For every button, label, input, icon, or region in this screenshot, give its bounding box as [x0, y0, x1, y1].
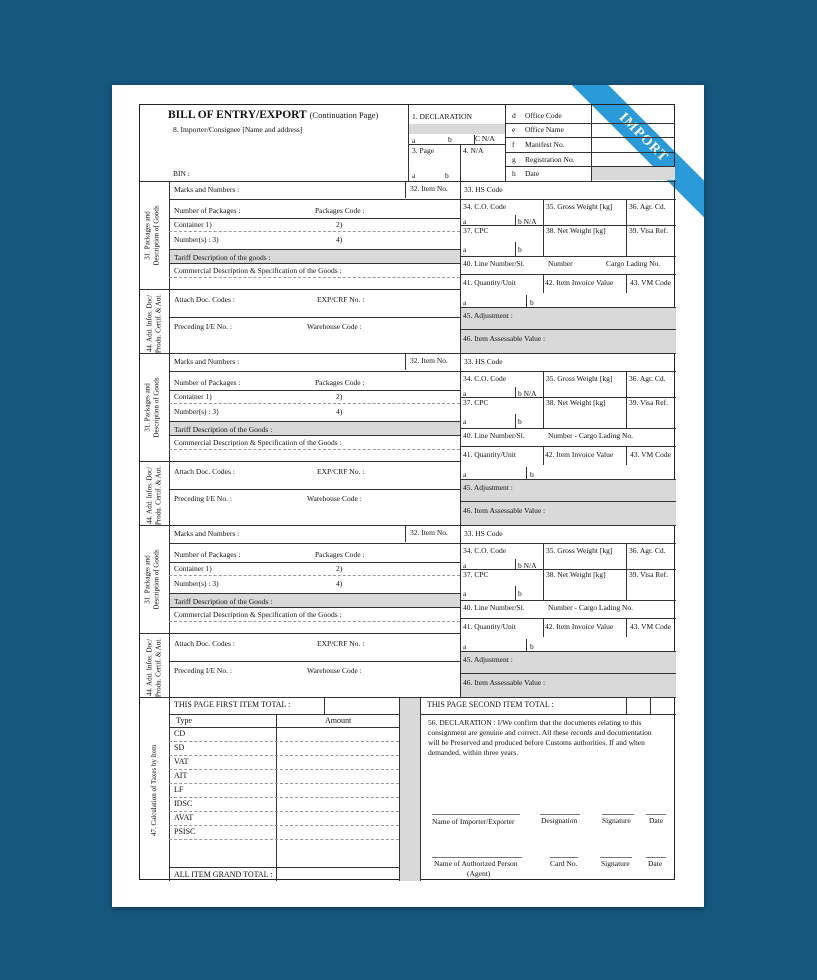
- number-label: Number - Cargo Lading No.: [548, 603, 634, 612]
- tax-row-label: SD: [174, 743, 185, 752]
- item-no-label: 32. Item No.: [410, 356, 448, 365]
- co-b-label: b N/A: [518, 561, 537, 570]
- vm-code-label: 43. VM Code: [630, 622, 671, 631]
- sig-date-1: Date: [649, 816, 664, 825]
- container-4-label: 4): [336, 235, 343, 244]
- tax-row-label: LF: [174, 785, 184, 794]
- side-label-add-info: 44. Add. Infos. Doc/ Produ. Certif. & Aut.: [145, 637, 162, 698]
- container-label: Container 1): [174, 220, 212, 229]
- declaration-56-line3: will be Preserved and produced before Customs authorities. If and when: [428, 738, 645, 747]
- sig-importer: Name of Importer/Exporter: [432, 817, 515, 826]
- cpc-a-label: a: [463, 589, 467, 598]
- office-name-label: Office Name: [525, 125, 564, 134]
- sig-card-no: Card No.: [550, 859, 578, 868]
- g-label: g: [512, 155, 516, 164]
- form-title: BILL OF ENTRY/EXPORT (Continuation Page): [168, 109, 379, 121]
- qty-b-label: b: [530, 298, 534, 307]
- item-no-label: 32. Item No.: [410, 184, 448, 193]
- sig-authorized-person: Name of Authorized Person: [434, 859, 518, 868]
- attach-doc-codes-label: Attach Doc. Codes :: [174, 295, 235, 304]
- page-a: a: [412, 171, 416, 180]
- side-label-packages: 31. Packages and Description of Goods: [143, 549, 160, 610]
- net-weight-label: 38. Net Weight [kg]: [546, 226, 606, 235]
- item-no-label: 32. Item No.: [410, 528, 448, 537]
- packages-code-label: Packages Code :: [315, 206, 365, 215]
- agr-cd-label: 36. Agr. Cd.: [629, 374, 666, 383]
- co-code-label: 34. C.O. Code: [463, 202, 507, 211]
- co-b-label: b N/A: [518, 217, 537, 226]
- form-paper: [112, 85, 704, 907]
- hs-code-label: 33. HS Code: [464, 357, 503, 366]
- adjustment-label: 45. Adjustment :: [463, 655, 513, 664]
- first-item-total-label: THIS PAGE FIRST ITEM TOTAL :: [174, 700, 291, 709]
- line-number-label: 40. Line Number/Sl.: [463, 603, 525, 612]
- amount-header: Amount: [325, 716, 352, 725]
- marks-label: Marks and Numbers :: [174, 529, 240, 538]
- co-b-label: b N/A: [518, 389, 537, 398]
- visa-ref-label: 39. Visa Ref.: [629, 226, 668, 235]
- number-of-packages-label: Number of Packages :: [174, 378, 241, 387]
- tax-row-label: IDSC: [174, 799, 193, 808]
- item-assessable-value-label: 46. Item Assessable Value :: [463, 506, 546, 515]
- warehouse-code-label: Warehouse Code :: [307, 666, 362, 675]
- commercial-description-label: Commercial Description & Specification of the Goods :: [174, 266, 342, 275]
- container-4-label: 4): [336, 579, 343, 588]
- agr-cd-label: 36. Agr. Cd.: [629, 202, 666, 211]
- number-label: Number - Cargo Lading No.: [548, 431, 634, 440]
- office-code-label: Office Code: [525, 111, 562, 120]
- adjustment-label: 45. Adjustment :: [463, 483, 513, 492]
- preceding-ie-label: Preceding I/E No. :: [174, 666, 232, 675]
- preceding-ie-label: Preceding I/E No. :: [174, 494, 232, 503]
- exp-crf-label: EXP/CRF No. :: [317, 295, 365, 304]
- date-label: Date: [525, 169, 540, 178]
- item-invoice-value-label: 42. Item Invoice Value: [545, 450, 614, 459]
- declaration-56-line2: consignment are genuine and correct. All these records and documentation: [428, 728, 652, 737]
- quantity-unit-label: 41. Quantity/Unit: [463, 450, 516, 459]
- tax-row-label: CD: [174, 729, 186, 738]
- qty-a-label: a: [463, 642, 467, 651]
- h-label: h: [512, 169, 516, 178]
- numbers-label: Number(s) : 3): [174, 235, 219, 244]
- declaration-56-line4: demanded, within three years.: [428, 748, 519, 757]
- quantity-unit-label: 41. Quantity/Unit: [463, 622, 516, 631]
- sig-agent: (Agent): [467, 869, 491, 878]
- hs-code-label: 33. HS Code: [464, 185, 503, 194]
- bill-of-entry-form: [139, 104, 675, 880]
- item-invoice-value-label: 42. Item Invoice Value: [545, 278, 614, 287]
- importer-label: 8. Importer/Consignee [Name and address]: [173, 125, 303, 134]
- cpc-label: 37. CPC: [463, 398, 489, 407]
- declaration-56-line1: 56. DECLARATION : I/We confirm that the documents relating to this: [428, 718, 642, 727]
- sig-signature-1: Signature: [602, 816, 631, 825]
- adjustment-label: 45. Adjustment :: [463, 311, 513, 320]
- numbers-label: Number(s) : 3): [174, 579, 219, 588]
- net-weight-label: 38. Net Weight [kg]: [546, 570, 606, 579]
- qty-a-label: a: [463, 298, 467, 307]
- number-of-packages-label: Number of Packages :: [174, 550, 241, 559]
- tariff-description-label: Tariff Description of the goods :: [174, 253, 271, 262]
- container-label: Container 1): [174, 392, 212, 401]
- decl-c: C N/A: [475, 134, 495, 143]
- sig-signature-2: Signature: [601, 859, 630, 868]
- tax-row-label: AVAT: [174, 813, 194, 822]
- bin-label: BIN :: [173, 169, 190, 178]
- cpc-label: 37. CPC: [463, 226, 489, 235]
- tariff-description-label: Tariff Description of the Goods :: [174, 597, 273, 606]
- side-label-packages: 31. Packages and Description of Goods: [143, 205, 160, 266]
- cpc-label: 37. CPC: [463, 570, 489, 579]
- container-2-label: 2): [336, 392, 343, 401]
- decl-a: a: [412, 136, 416, 145]
- cargo-lading-label: Cargo Lading No.: [606, 259, 661, 268]
- sig-designation: Designation: [541, 816, 578, 825]
- na4-label: 4. N/A: [463, 146, 484, 155]
- warehouse-code-label: Warehouse Code :: [307, 322, 362, 331]
- cpc-b-label: b: [518, 245, 522, 254]
- gross-weight-label: 35. Gross Weight [kg]: [546, 546, 613, 555]
- vm-code-label: 43. VM Code: [630, 450, 671, 459]
- co-code-label: 34. C.O. Code: [463, 374, 507, 383]
- sig-date-2: Date: [648, 859, 663, 868]
- item-assessable-value-label: 46. Item Assessable Value :: [463, 678, 546, 687]
- hs-code-label: 33. HS Code: [464, 529, 503, 538]
- page-label: 3. Page: [412, 146, 435, 155]
- cpc-b-label: b: [518, 417, 522, 426]
- visa-ref-label: 39. Visa Ref.: [629, 398, 668, 407]
- container-2-label: 2): [336, 220, 343, 229]
- exp-crf-label: EXP/CRF No. :: [317, 467, 365, 476]
- container-2-label: 2): [336, 564, 343, 573]
- exp-crf-label: EXP/CRF No. :: [317, 639, 365, 648]
- container-label: Container 1): [174, 564, 212, 573]
- preceding-ie-label: Preceding I/E No. :: [174, 322, 232, 331]
- line-number-label: 40. Line Number/Sl.: [463, 259, 525, 268]
- warehouse-code-label: Warehouse Code :: [307, 494, 362, 503]
- line-number-label: 40. Line Number/Sl.: [463, 431, 525, 440]
- tax-row-label: AIT: [174, 771, 188, 780]
- marks-label: Marks and Numbers :: [174, 185, 240, 194]
- item-assessable-value-label: 46. Item Assessable Value :: [463, 334, 546, 343]
- gross-weight-label: 35. Gross Weight [kg]: [546, 202, 613, 211]
- second-item-total-label: THIS PAGE SECOND ITEM TOTAL :: [427, 700, 554, 709]
- numbers-label: Number(s) : 3): [174, 407, 219, 416]
- cpc-b-label: b: [518, 589, 522, 598]
- gross-weight-label: 35. Gross Weight [kg]: [546, 374, 613, 383]
- packages-code-label: Packages Code :: [315, 378, 365, 387]
- container-4-label: 4): [336, 407, 343, 416]
- cpc-a-label: a: [463, 417, 467, 426]
- declaration-label: 1. DECLARATION: [412, 112, 472, 121]
- co-code-label: 34. C.O. Code: [463, 546, 507, 555]
- number-label: Number: [548, 259, 573, 268]
- tariff-description-label: Tariff Description of the Goods :: [174, 425, 273, 434]
- grand-total-label: ALL ITEM GRAND TOTAL :: [174, 870, 273, 879]
- tax-row-label: PSISC: [174, 827, 196, 836]
- co-a-label: a: [463, 561, 467, 570]
- visa-ref-label: 39. Visa Ref.: [629, 570, 668, 579]
- packages-code-label: Packages Code :: [315, 550, 365, 559]
- commercial-description-label: Commercial Description & Specification of the Goods :: [174, 610, 342, 619]
- qty-a-label: a: [463, 470, 467, 479]
- item-invoice-value-label: 42. Item Invoice Value: [545, 622, 614, 631]
- d-label: d: [512, 111, 516, 120]
- page-b: b: [445, 171, 449, 180]
- number-of-packages-label: Number of Packages :: [174, 206, 241, 215]
- agr-cd-label: 36. Agr. Cd.: [629, 546, 666, 555]
- vm-code-label: 43. VM Code: [630, 278, 671, 287]
- manifest-label: Manifest No.: [525, 140, 565, 149]
- import-ribbon: IMPORT: [560, 85, 704, 221]
- registration-label: Registration No.: [525, 155, 575, 164]
- side-label-add-info: 44. Add. Infos. Doc/ Produ. Certif. & Aut.: [145, 293, 162, 354]
- attach-doc-codes-label: Attach Doc. Codes :: [174, 467, 235, 476]
- side-label-taxes: 47. Calculation of Taxes by Item: [149, 744, 158, 837]
- qty-b-label: b: [530, 642, 534, 651]
- cpc-a-label: a: [463, 245, 467, 254]
- f-label: f: [512, 140, 515, 149]
- side-label-add-info: 44. Add. Infos. Doc/ Produ. Certif. & Aut.: [145, 465, 162, 526]
- e-label: e: [512, 125, 516, 134]
- quantity-unit-label: 41. Quantity/Unit: [463, 278, 516, 287]
- commercial-description-label: Commercial Description & Specification of the Goods :: [174, 438, 342, 447]
- net-weight-label: 38. Net Weight [kg]: [546, 398, 606, 407]
- qty-b-label: b: [530, 470, 534, 479]
- co-a-label: a: [463, 389, 467, 398]
- decl-b: b: [448, 135, 452, 144]
- co-a-label: a: [463, 217, 467, 226]
- tax-row-label: VAT: [174, 757, 189, 766]
- type-header: Type: [176, 716, 192, 725]
- attach-doc-codes-label: Attach Doc. Codes :: [174, 639, 235, 648]
- side-label-packages: 31. Packages and Description of Goods: [143, 377, 160, 438]
- marks-label: Marks and Numbers :: [174, 357, 240, 366]
